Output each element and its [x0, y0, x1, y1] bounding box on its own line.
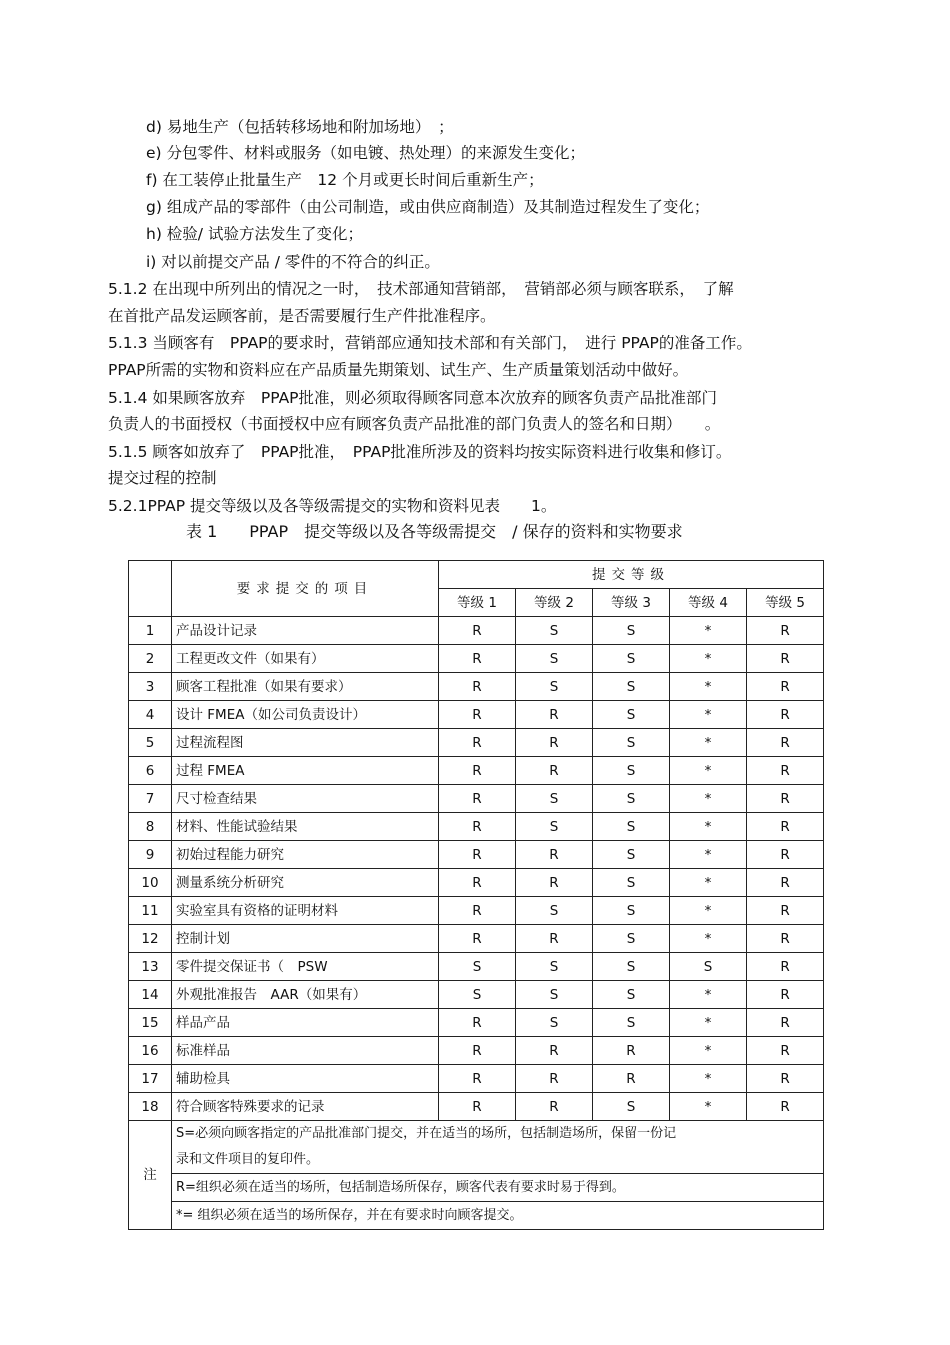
level-1-value: R: [439, 645, 516, 673]
level-5-value: R: [747, 925, 824, 953]
level-5-value: R: [747, 785, 824, 813]
level-4-value: *: [670, 925, 747, 953]
level-5-value: R: [747, 701, 824, 729]
row-number: 7: [129, 785, 172, 813]
row-number: 17: [129, 1065, 172, 1093]
level-1-value: R: [439, 869, 516, 897]
row-number: 14: [129, 981, 172, 1009]
table-row: [129, 645, 824, 673]
level-1-value: R: [439, 1093, 516, 1121]
level-3-value: S: [593, 841, 670, 869]
level-5-value: R: [747, 1065, 824, 1093]
level-3-value: S: [593, 757, 670, 785]
level-3-value: S: [593, 981, 670, 1009]
row-item: 控制计划: [172, 925, 439, 953]
level-5-value: R: [747, 1037, 824, 1065]
level-2-value: S: [516, 813, 593, 841]
row-item: 尺寸检查结果: [172, 785, 439, 813]
level-3-value: S: [593, 1009, 670, 1037]
level-5-value: R: [747, 813, 824, 841]
level-4-value: *: [670, 897, 747, 925]
level-2-value: R: [516, 869, 593, 897]
level-3-value: S: [593, 701, 670, 729]
paragraph-515: 5.1.5 顾客如放弃了 PPAP批准， PPAP批准所涉及的资料均按实际资料进行收集和修订。: [108, 443, 732, 461]
level-4-value: *: [670, 617, 747, 645]
level-3-value: S: [593, 785, 670, 813]
level-2-value: R: [516, 1093, 593, 1121]
table-row: [129, 841, 824, 869]
table-row: [129, 1093, 824, 1121]
level-1-value: R: [439, 925, 516, 953]
table-row: [129, 673, 824, 701]
table-caption: 表 1 PPAP 提交等级以及各等级需提交 / 保存的资料和实物要求: [186, 522, 683, 541]
paragraph-514-line2: 负责人的书面授权（书面授权中应有顾客负责产品批准的部门负责人的签名和日期） 。: [108, 415, 721, 433]
level-2-value: S: [516, 617, 593, 645]
level-2-value: S: [516, 897, 593, 925]
row-number: 16: [129, 1037, 172, 1065]
level-4-value: *: [670, 1037, 747, 1065]
list-item-f: f) 在工装停止批量生产 12 个月或更长时间后重新生产；: [146, 171, 544, 189]
level-5-value: R: [747, 897, 824, 925]
table-row: [129, 729, 824, 757]
table-row: [129, 925, 824, 953]
row-number: 18: [129, 1093, 172, 1121]
level-1-header: 等级 1: [439, 589, 516, 617]
paragraph-514-line1: 5.1.4 如果顾客放弃 PPAP批准，则必须取得顾客同意本次放弃的顾客负责产品批准部门: [108, 389, 718, 407]
level-2-value: S: [516, 953, 593, 981]
level-1-value: R: [439, 757, 516, 785]
table-row: [129, 1037, 824, 1065]
note-row: [129, 1121, 824, 1174]
level-3-value: S: [593, 869, 670, 897]
table-header-row: [129, 561, 824, 589]
table-row: [129, 869, 824, 897]
level-3-value: S: [593, 673, 670, 701]
level-5-value: R: [747, 673, 824, 701]
level-5-value: R: [747, 1009, 824, 1037]
row-number: 5: [129, 729, 172, 757]
row-item: 样品产品: [172, 1009, 439, 1037]
table-row: [129, 981, 824, 1009]
level-2-header: 等级 2: [516, 589, 593, 617]
row-number: 8: [129, 813, 172, 841]
level-4-value: *: [670, 673, 747, 701]
level-1-value: R: [439, 729, 516, 757]
list-item-e: e) 分包零件、材料或服务（如电镀、热处理）的来源发生变化；: [146, 144, 586, 162]
row-number: 6: [129, 757, 172, 785]
table-row: [129, 813, 824, 841]
level-3-value: S: [593, 897, 670, 925]
level-3-value: S: [593, 813, 670, 841]
level-2-value: R: [516, 729, 593, 757]
level-1-value: S: [439, 981, 516, 1009]
paragraph-512-line1: 5.1.2 在出现中所列出的情况之一时， 技术部通知营销部， 营销部必须与顾客联系， 了解: [108, 280, 734, 298]
row-item: 材料、性能试验结果: [172, 813, 439, 841]
level-4-value: S: [670, 953, 747, 981]
level-5-value: R: [747, 841, 824, 869]
row-number: 12: [129, 925, 172, 953]
level-3-value: S: [593, 729, 670, 757]
row-item: 过程流程图: [172, 729, 439, 757]
row-item: 初始过程能力研究: [172, 841, 439, 869]
table-row: [129, 1065, 824, 1093]
level-5-value: R: [747, 869, 824, 897]
row-item: 过程 FMEA: [172, 757, 439, 785]
row-number: 15: [129, 1009, 172, 1037]
level-5-value: R: [747, 645, 824, 673]
note-star: *= 组织必须在适当的场所保存，并在有要求时向顾客提交。: [172, 1202, 824, 1230]
level-5-header: 等级 5: [747, 589, 824, 617]
level-1-value: R: [439, 841, 516, 869]
row-number: 4: [129, 701, 172, 729]
level-2-value: R: [516, 757, 593, 785]
row-item: 测量系统分析研究: [172, 869, 439, 897]
table-row: [129, 701, 824, 729]
paragraph-513-line2: PPAP所需的实物和资料应在产品质量先期策划、试生产、生产质量策划活动中做好。: [108, 361, 689, 379]
level-5-value: R: [747, 617, 824, 645]
row-item: 符合顾客特殊要求的记录: [172, 1093, 439, 1121]
level-3-value: S: [593, 645, 670, 673]
header-levels: 提交等级: [439, 561, 824, 589]
level-5-value: R: [747, 953, 824, 981]
table-row: [129, 1009, 824, 1037]
row-number: 10: [129, 869, 172, 897]
row-number: 2: [129, 645, 172, 673]
level-5-value: R: [747, 729, 824, 757]
level-1-value: S: [439, 953, 516, 981]
level-2-value: R: [516, 925, 593, 953]
row-number: 9: [129, 841, 172, 869]
note-s-line1: S=必须向顾客指定的产品批准部门提交，并在适当的场所，包括制造场所，保留一份记: [176, 1126, 677, 1141]
level-3-value: S: [593, 953, 670, 981]
level-3-header: 等级 3: [593, 589, 670, 617]
level-4-value: *: [670, 813, 747, 841]
level-4-value: *: [670, 645, 747, 673]
row-item: 零件提交保证书（ PSW: [172, 953, 439, 981]
level-2-value: R: [516, 841, 593, 869]
level-1-value: R: [439, 1037, 516, 1065]
ppap-requirements-table: [128, 560, 824, 1230]
row-item: 实验室具有资格的证明材料: [172, 897, 439, 925]
level-4-value: *: [670, 981, 747, 1009]
header-items: 要求提交的项目: [172, 561, 439, 617]
level-3-value: R: [593, 1037, 670, 1065]
level-4-header: 等级 4: [670, 589, 747, 617]
level-2-value: R: [516, 1065, 593, 1093]
level-2-value: S: [516, 673, 593, 701]
level-5-value: R: [747, 981, 824, 1009]
note-s: [172, 1121, 824, 1174]
note-label: 注: [129, 1121, 172, 1230]
note-s-line2: 录和文件项目的复印件。: [176, 1152, 320, 1167]
level-5-value: R: [747, 757, 824, 785]
level-2-value: S: [516, 981, 593, 1009]
table-row: [129, 617, 824, 645]
level-3-value: S: [593, 1093, 670, 1121]
level-3-value: S: [593, 617, 670, 645]
level-3-value: R: [593, 1065, 670, 1093]
row-item: 设计 FMEA（如公司负责设计）: [172, 701, 439, 729]
row-item: 标准样品: [172, 1037, 439, 1065]
level-4-value: *: [670, 869, 747, 897]
level-1-value: R: [439, 897, 516, 925]
paragraph-512-line2: 在首批产品发运顾客前，是否需要履行生产件批准程序。: [108, 307, 496, 325]
level-1-value: R: [439, 785, 516, 813]
row-item: 外观批准报告 AAR（如果有）: [172, 981, 439, 1009]
row-item: 工程更改文件（如果有）: [172, 645, 439, 673]
list-item-d: d) 易地生产（包括转移场地和附加场地） ；: [146, 118, 454, 136]
level-2-value: S: [516, 645, 593, 673]
note-r: R=组织必须在适当的场所，包括制造场所保存，顾客代表有要求时易于得到。: [172, 1174, 824, 1202]
row-item: 产品设计记录: [172, 617, 439, 645]
level-5-value: R: [747, 1093, 824, 1121]
level-4-value: *: [670, 1009, 747, 1037]
list-item-i: i) 对以前提交产品 / 零件的不符合的纠正。: [146, 253, 440, 271]
list-item-h: h) 检验/ 试验方法发生了变化；: [146, 225, 363, 243]
level-1-value: R: [439, 673, 516, 701]
level-4-value: *: [670, 841, 747, 869]
table-row: [129, 897, 824, 925]
table-body: [129, 617, 824, 1121]
level-3-value: S: [593, 925, 670, 953]
paragraph-521: 5.2.1PPAP 提交等级以及各等级需提交的实物和资料见表 1。: [108, 497, 557, 515]
row-number: 1: [129, 617, 172, 645]
level-2-value: S: [516, 1009, 593, 1037]
row-number: 3: [129, 673, 172, 701]
row-number: 13: [129, 953, 172, 981]
level-1-value: R: [439, 1009, 516, 1037]
note-row: [129, 1174, 824, 1202]
row-item: 辅助检具: [172, 1065, 439, 1093]
header-number-cell: [129, 561, 172, 617]
paragraph-513-line1: 5.1.3 当顾客有 PPAP的要求时，营销部应通知技术部和有关部门， 进行 PPAP的准备工作。: [108, 334, 752, 352]
table-row: [129, 785, 824, 813]
level-4-value: *: [670, 1093, 747, 1121]
row-number: 11: [129, 897, 172, 925]
level-4-value: *: [670, 1065, 747, 1093]
level-1-value: R: [439, 813, 516, 841]
row-item: 顾客工程批准（如果有要求）: [172, 673, 439, 701]
section-heading-submission-control: 提交过程的控制: [108, 469, 217, 487]
level-4-value: *: [670, 757, 747, 785]
level-4-value: *: [670, 785, 747, 813]
level-4-value: *: [670, 729, 747, 757]
level-2-value: S: [516, 785, 593, 813]
level-4-value: *: [670, 701, 747, 729]
level-2-value: R: [516, 701, 593, 729]
table-row: [129, 953, 824, 981]
level-1-value: R: [439, 701, 516, 729]
level-2-value: R: [516, 1037, 593, 1065]
level-1-value: R: [439, 1065, 516, 1093]
table-row: [129, 757, 824, 785]
level-1-value: R: [439, 617, 516, 645]
note-row: [129, 1202, 824, 1230]
list-item-g: g) 组成产品的零部件（由公司制造，或由供应商制造）及其制造过程发生了变化；: [146, 198, 710, 216]
